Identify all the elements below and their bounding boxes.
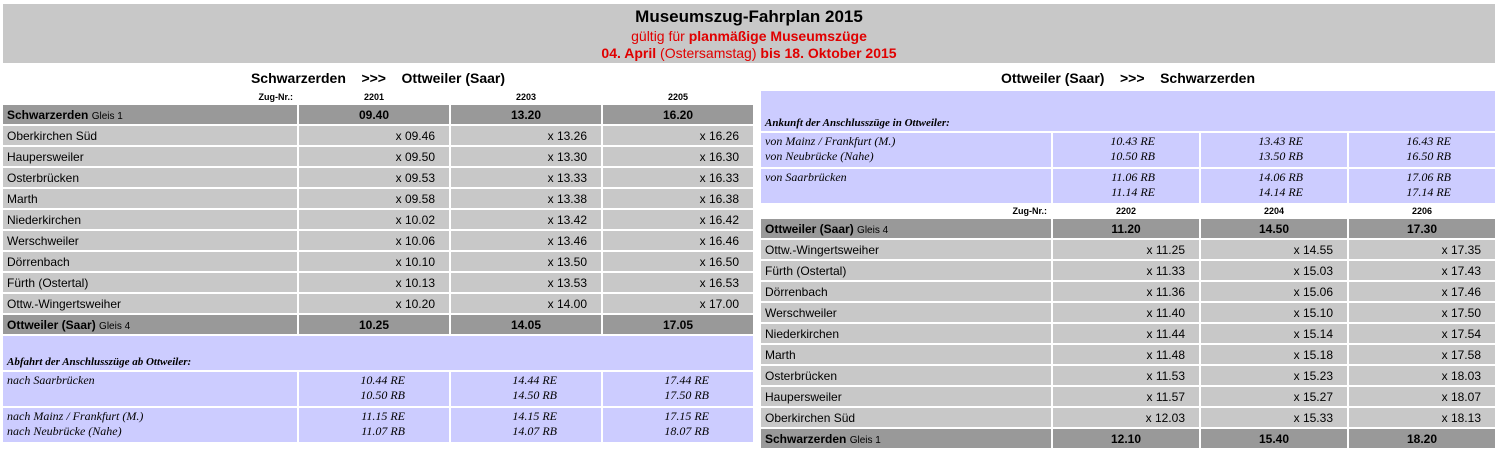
stop-time: x 10.06 bbox=[299, 231, 449, 250]
train-number: 2203 bbox=[451, 91, 601, 103]
station-name: Niederkirchen bbox=[761, 324, 1051, 343]
station-name: Fürth (Ostertal) bbox=[3, 273, 297, 292]
stop-time: x 13.46 bbox=[451, 231, 601, 250]
connection-line: nach Neubrücke (Nahe) bbox=[7, 424, 122, 438]
departure-time: 17.30 bbox=[1349, 219, 1495, 238]
connection-times bbox=[603, 372, 753, 406]
station-name: Dörrenbach bbox=[761, 282, 1051, 301]
connection-time: 17.44 RE bbox=[664, 373, 709, 387]
stop-time: x 11.48 bbox=[1053, 345, 1199, 364]
validity-bold: planmäßige Museumszüge bbox=[688, 28, 867, 44]
connection-row bbox=[761, 133, 1495, 167]
stop-time: x 15.18 bbox=[1201, 345, 1347, 364]
connection-time: 14.50 RB bbox=[512, 388, 557, 402]
connection-time: 11.06 RB bbox=[1111, 170, 1155, 184]
station-label: Ottweiler (Saar) bbox=[765, 221, 854, 236]
station-name: Niederkirchen bbox=[3, 210, 297, 229]
table-row bbox=[761, 261, 1495, 280]
stop-time: x 16.26 bbox=[603, 126, 753, 145]
stop-time: x 18.07 bbox=[1349, 387, 1495, 406]
connection-time: 16.43 RE bbox=[1406, 134, 1451, 148]
stop-time: x 15.10 bbox=[1201, 303, 1347, 322]
station-name: Marth bbox=[3, 189, 297, 208]
connection-time: 17.50 RB bbox=[664, 388, 709, 402]
stop-time: x 15.14 bbox=[1201, 324, 1347, 343]
connection-time: 10.50 RB bbox=[360, 388, 405, 402]
station-name: Osterbrücken bbox=[3, 168, 297, 187]
train-number: 2202 bbox=[1053, 205, 1199, 217]
connection-line: nach Mainz / Frankfurt (M.) bbox=[7, 409, 144, 423]
stop-time: x 13.26 bbox=[451, 126, 601, 145]
train-number: 2201 bbox=[299, 91, 449, 103]
platform-note: Gleis 4 bbox=[857, 224, 889, 236]
stop-time: x 16.53 bbox=[603, 273, 753, 292]
connection-direction bbox=[761, 133, 1051, 167]
table-row bbox=[761, 282, 1495, 301]
stop-time: x 16.50 bbox=[603, 252, 753, 271]
connection-line: von Neubrücke (Nahe) bbox=[765, 149, 874, 163]
connection-time: 17.06 RB bbox=[1406, 170, 1451, 184]
station-name: Werschweiler bbox=[3, 231, 297, 250]
timetable-header bbox=[3, 4, 1495, 63]
stop-time: x 17.50 bbox=[1349, 303, 1495, 322]
stop-time: x 16.42 bbox=[603, 210, 753, 229]
origin-row bbox=[761, 219, 1495, 238]
stop-time: x 11.40 bbox=[1053, 303, 1199, 322]
connection-time: 14.15 RE bbox=[512, 409, 557, 423]
connection-times bbox=[1053, 169, 1199, 203]
stop-time: x 15.06 bbox=[1201, 282, 1347, 301]
stop-time: x 11.44 bbox=[1053, 324, 1199, 343]
date-start: 04. April bbox=[601, 45, 657, 61]
train-number: 2205 bbox=[603, 91, 753, 103]
train-number-row bbox=[761, 205, 1495, 217]
station-name: Ottw.-Wingertsweiher bbox=[761, 240, 1051, 259]
connections-heading: Abfahrt der Anschlusszüge ab Ottweiler: bbox=[3, 336, 753, 370]
outbound-title: Schwarzerden >>> Ottweiler (Saar) bbox=[250, 70, 506, 86]
table-row bbox=[3, 294, 753, 313]
table-row bbox=[761, 303, 1495, 322]
stop-time: x 13.53 bbox=[451, 273, 601, 292]
stop-time: x 17.43 bbox=[1349, 261, 1495, 280]
page-title: Museumszug-Fahrplan 2015 bbox=[635, 7, 863, 26]
connection-times bbox=[1201, 133, 1347, 167]
stop-time: x 12.03 bbox=[1053, 408, 1199, 427]
stop-time: x 10.10 bbox=[299, 252, 449, 271]
outbound-table bbox=[1, 89, 755, 444]
departure-time: 14.50 bbox=[1201, 219, 1347, 238]
departure-time: 17.05 bbox=[603, 315, 753, 334]
stop-time: x 09.58 bbox=[299, 189, 449, 208]
stop-time: x 14.00 bbox=[451, 294, 601, 313]
connection-time: 10.50 RB bbox=[1110, 149, 1155, 163]
departure-time: 13.20 bbox=[451, 105, 601, 124]
connection-times bbox=[1349, 169, 1495, 203]
destination-row bbox=[3, 315, 753, 334]
train-number-row bbox=[3, 91, 753, 103]
connection-times bbox=[299, 372, 449, 406]
station-name: Dörrenbach bbox=[3, 252, 297, 271]
stop-time: x 15.03 bbox=[1201, 261, 1347, 280]
stop-time: x 13.42 bbox=[451, 210, 601, 229]
stop-time: x 15.27 bbox=[1201, 387, 1347, 406]
table-row bbox=[3, 252, 753, 271]
connection-row bbox=[3, 408, 753, 442]
stop-time: x 16.46 bbox=[603, 231, 753, 250]
stop-time: x 13.33 bbox=[451, 168, 601, 187]
connection-times bbox=[451, 372, 601, 406]
outbound-section bbox=[3, 67, 753, 444]
stop-time: x 11.36 bbox=[1053, 282, 1199, 301]
train-number-label: Zug-Nr.: bbox=[3, 91, 297, 103]
station-name bbox=[761, 429, 1051, 448]
stop-time: x 17.54 bbox=[1349, 324, 1495, 343]
return-title: Ottweiler (Saar) >>> Schwarzerden bbox=[1000, 70, 1256, 86]
stop-time: x 17.00 bbox=[603, 294, 753, 313]
station-name bbox=[761, 219, 1051, 238]
stop-time: x 09.50 bbox=[299, 147, 449, 166]
station-name bbox=[3, 315, 297, 334]
stop-time: x 16.33 bbox=[603, 168, 753, 187]
connection-direction bbox=[761, 169, 1051, 203]
connection-time: 16.50 RB bbox=[1406, 149, 1451, 163]
station-name: Ottw.-Wingertsweiher bbox=[3, 294, 297, 313]
departure-time: 09.40 bbox=[299, 105, 449, 124]
stop-time: x 18.03 bbox=[1349, 366, 1495, 385]
stop-time: x 09.53 bbox=[299, 168, 449, 187]
station-name: Werschweiler bbox=[761, 303, 1051, 322]
table-row bbox=[761, 240, 1495, 259]
table-row bbox=[3, 189, 753, 208]
station-label: Ottweiler (Saar) bbox=[7, 317, 96, 332]
stop-time: x 10.13 bbox=[299, 273, 449, 292]
stop-time: x 13.38 bbox=[451, 189, 601, 208]
connection-time: 10.44 RE bbox=[360, 373, 405, 387]
connection-times bbox=[451, 408, 601, 442]
stop-time: x 11.57 bbox=[1053, 387, 1199, 406]
stop-time: x 11.33 bbox=[1053, 261, 1199, 280]
table-row bbox=[761, 387, 1495, 406]
connection-time: 17.14 RE bbox=[1406, 185, 1451, 199]
table-row bbox=[3, 210, 753, 229]
destination-row bbox=[761, 429, 1495, 448]
platform-note: Gleis 1 bbox=[91, 110, 123, 122]
stop-time: x 17.35 bbox=[1349, 240, 1495, 259]
connection-time: 14.07 RB bbox=[512, 424, 557, 438]
table-row bbox=[3, 231, 753, 250]
stop-time: x 14.55 bbox=[1201, 240, 1347, 259]
station-name: Haupersweiler bbox=[761, 387, 1051, 406]
connection-time: 13.50 RB bbox=[1258, 149, 1303, 163]
station-name: Haupersweiler bbox=[3, 147, 297, 166]
return-table bbox=[759, 89, 1497, 450]
station-name: Osterbrücken bbox=[761, 366, 1051, 385]
connection-line: nach Saarbrücken bbox=[7, 373, 95, 387]
connection-times bbox=[603, 408, 753, 442]
return-section bbox=[761, 67, 1495, 450]
stop-time: x 18.13 bbox=[1349, 408, 1495, 427]
station-name: Marth bbox=[761, 345, 1051, 364]
connection-time: 14.14 RE bbox=[1258, 185, 1303, 199]
validity-line bbox=[3, 28, 1495, 45]
departure-time: 12.10 bbox=[1053, 429, 1199, 448]
stop-time: x 10.02 bbox=[299, 210, 449, 229]
stop-time: x 10.20 bbox=[299, 294, 449, 313]
platform-note: Gleis 1 bbox=[849, 434, 881, 446]
departure-time: 15.40 bbox=[1201, 429, 1347, 448]
table-row bbox=[761, 408, 1495, 427]
platform-note: Gleis 4 bbox=[99, 320, 131, 332]
connection-time: 13.43 RE bbox=[1258, 134, 1303, 148]
origin-row bbox=[3, 105, 753, 124]
stop-time: x 11.53 bbox=[1053, 366, 1199, 385]
connection-time: 11.07 RB bbox=[361, 424, 405, 438]
station-label: Schwarzerden bbox=[765, 431, 847, 446]
departure-time: 14.05 bbox=[451, 315, 601, 334]
connection-line: von Mainz / Frankfurt (M.) bbox=[765, 134, 896, 148]
table-row bbox=[761, 324, 1495, 343]
connection-row bbox=[761, 169, 1495, 203]
departure-time: 16.20 bbox=[603, 105, 753, 124]
table-row bbox=[761, 366, 1495, 385]
connection-time: 10.43 RE bbox=[1110, 134, 1155, 148]
date-note: (Ostersamstag) bbox=[656, 45, 761, 61]
station-name bbox=[3, 105, 297, 124]
connection-times bbox=[1349, 133, 1495, 167]
date-range bbox=[3, 45, 1495, 62]
stop-time: x 13.50 bbox=[451, 252, 601, 271]
departure-time: 18.20 bbox=[1349, 429, 1495, 448]
train-number-label: Zug-Nr.: bbox=[761, 205, 1051, 217]
departure-time: 11.20 bbox=[1053, 219, 1199, 238]
table-row bbox=[3, 126, 753, 145]
date-end: bis 18. Oktober 2015 bbox=[760, 45, 897, 61]
connection-time: 17.15 RE bbox=[664, 409, 709, 423]
connection-direction bbox=[3, 408, 297, 442]
table-row bbox=[761, 345, 1495, 364]
table-row bbox=[3, 273, 753, 292]
stop-time: x 13.30 bbox=[451, 147, 601, 166]
connection-row bbox=[3, 372, 753, 406]
connection-times bbox=[1053, 133, 1199, 167]
validity-prefix: gültig für bbox=[631, 28, 689, 44]
stop-time: x 17.46 bbox=[1349, 282, 1495, 301]
connection-time: 18.07 RB bbox=[664, 424, 709, 438]
stop-time: x 15.23 bbox=[1201, 366, 1347, 385]
connection-times bbox=[1201, 169, 1347, 203]
station-label: Schwarzerden bbox=[7, 107, 89, 122]
stop-time: x 09.46 bbox=[299, 126, 449, 145]
station-name: Oberkirchen Süd bbox=[761, 408, 1051, 427]
connection-time: 14.44 RE bbox=[512, 373, 557, 387]
stop-time: x 16.30 bbox=[603, 147, 753, 166]
connection-time: 14.06 RB bbox=[1258, 170, 1303, 184]
station-name: Fürth (Ostertal) bbox=[761, 261, 1051, 280]
stop-time: x 11.25 bbox=[1053, 240, 1199, 259]
stop-time: x 15.33 bbox=[1201, 408, 1347, 427]
table-row bbox=[3, 147, 753, 166]
train-number: 2204 bbox=[1201, 205, 1347, 217]
connections-heading-row bbox=[3, 336, 753, 370]
connection-line: von Saarbrücken bbox=[765, 170, 847, 184]
station-name: Oberkirchen Süd bbox=[3, 126, 297, 145]
train-number: 2206 bbox=[1349, 205, 1495, 217]
connection-direction bbox=[3, 372, 297, 406]
connections-heading: Ankunft der Anschlusszüge in Ottweiler: bbox=[761, 91, 1495, 131]
stop-time: x 16.38 bbox=[603, 189, 753, 208]
connection-time: 11.14 RE bbox=[1111, 185, 1155, 199]
departure-time: 10.25 bbox=[299, 315, 449, 334]
connections-heading-row bbox=[761, 91, 1495, 131]
connection-time: 11.15 RE bbox=[361, 409, 405, 423]
connection-times bbox=[299, 408, 449, 442]
stop-time: x 17.58 bbox=[1349, 345, 1495, 364]
table-row bbox=[3, 168, 753, 187]
